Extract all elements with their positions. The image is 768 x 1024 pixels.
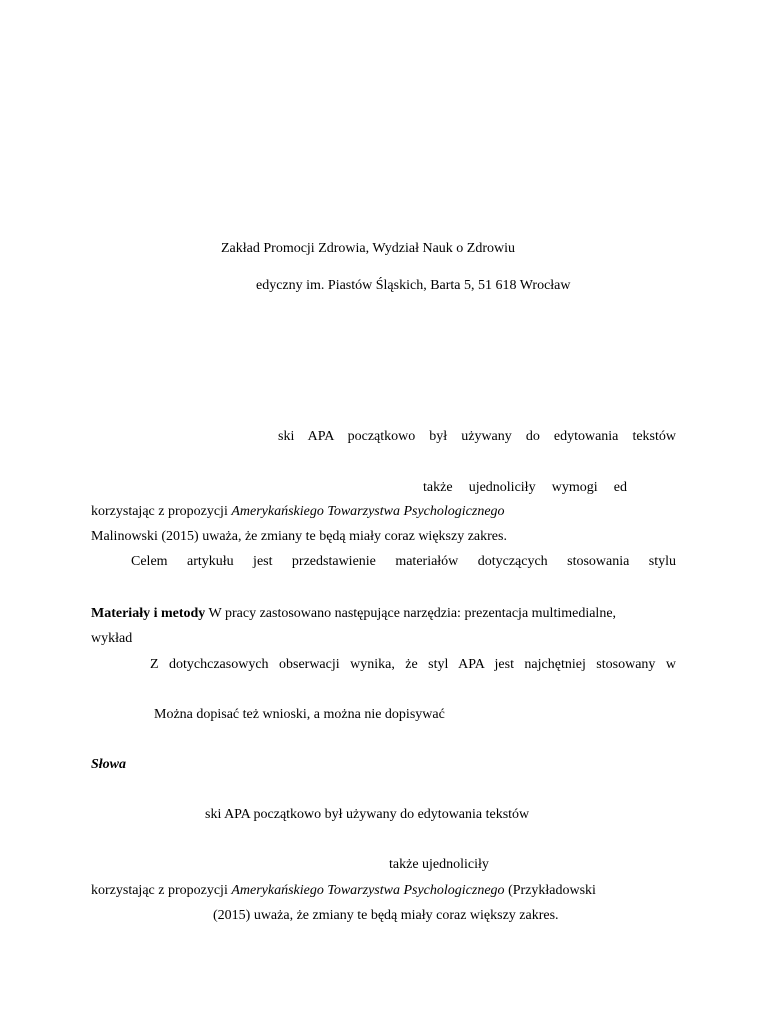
methods-text: W pracy zastosowano następujące narzędzia: prezentacja multimedialne, bbox=[205, 606, 617, 621]
abstract-line-3 bbox=[91, 503, 505, 521]
abstract-line-4: Malinowski (2015) uważa, że zmiany te będą miały coraz większy zakres. bbox=[91, 529, 507, 544]
society-name: Amerykańskiego Towarzystwa Psychologicznego bbox=[231, 504, 505, 519]
abstract-methods bbox=[91, 605, 616, 623]
abstract-line-1: ski APA początkowo był używany do edytowania tekstów bbox=[278, 429, 676, 444]
keywords-heading: Słowa bbox=[91, 757, 127, 772]
body-line-3-text: korzystając z propozycji bbox=[91, 883, 232, 898]
body-line-3 bbox=[91, 882, 596, 900]
abstract-results: Z dotychczasowych obserwacji wynika, że styl APA jest najchętniej stosowany w bbox=[150, 657, 676, 672]
body-line-2: także ujednoliciły bbox=[389, 857, 489, 872]
abstract-purpose: Celem artykułu jest przedstawienie materiałów dotyczących stosowania stylu bbox=[131, 554, 676, 569]
body-line-4: (2015) uważa, że zmiany te będą miały coraz większy zakres. bbox=[213, 908, 559, 923]
abstract-methods-continued: wykład bbox=[91, 631, 133, 646]
body-line-3-suffix: (Przykładowski bbox=[504, 883, 596, 898]
abstract-conclusions: Można dopisać też wnioski, a można nie dopisywać bbox=[154, 707, 445, 722]
methods-heading: Materiały i metody bbox=[91, 606, 206, 621]
abstract-line-2: także ujednoliciły wymogi ed bbox=[423, 480, 627, 495]
body-society-name: Amerykańskiego Towarzystwa Psychologicznego bbox=[231, 883, 505, 898]
affiliation-line-2: edyczny im. Piastów Śląskich, Barta 5, 51 618 Wrocław bbox=[256, 278, 571, 293]
body-line-1: ski APA początkowo był używany do edytowania tekstów bbox=[205, 807, 530, 822]
abstract-line-3-text: korzystając z propozycji bbox=[91, 504, 232, 519]
affiliation-line-1: Zakład Promocji Zdrowia, Wydział Nauk o Zdrowiu bbox=[221, 241, 515, 256]
